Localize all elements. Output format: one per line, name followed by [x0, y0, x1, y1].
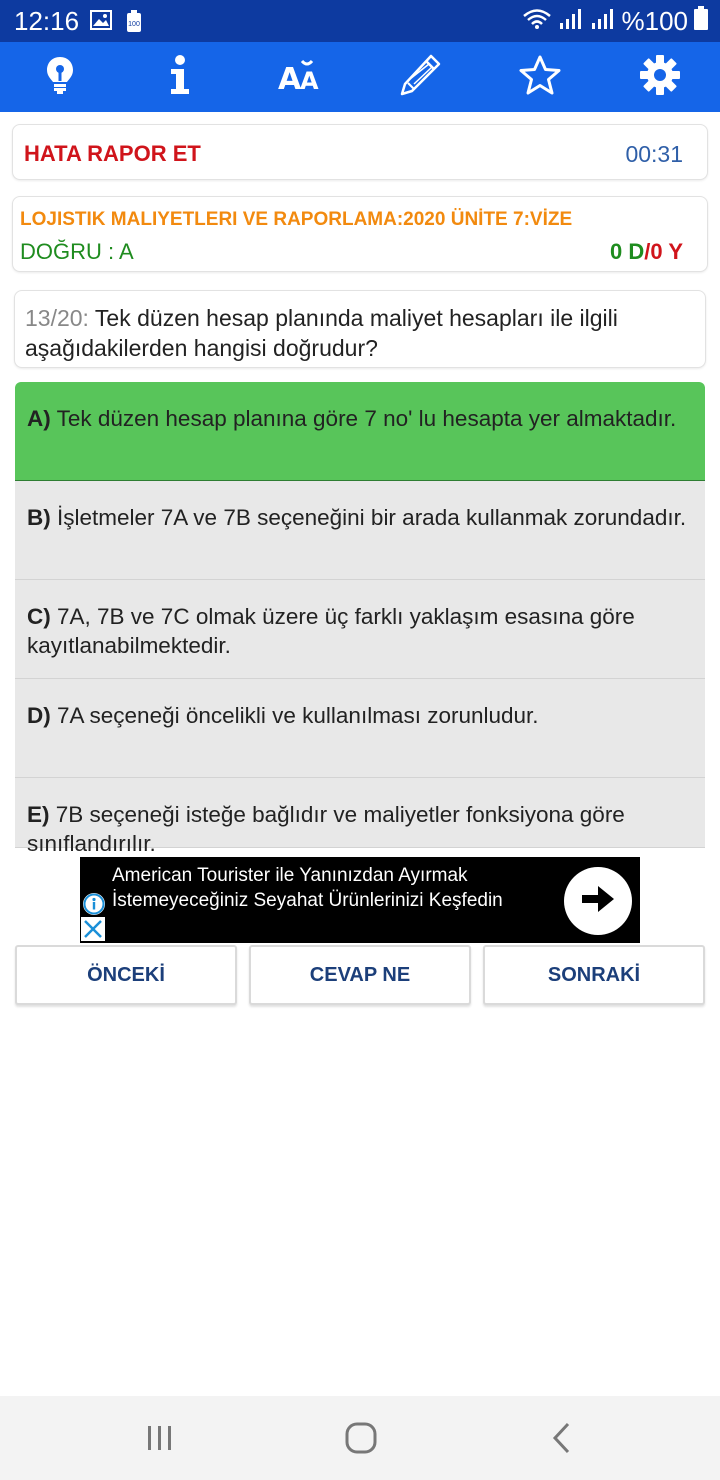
course-title: LOJISTIK MALIYETLERI VE RAPORLAMA:2020 ÜNİTE 7:VİZE	[20, 209, 573, 230]
ad-info-icon[interactable]	[83, 893, 105, 915]
option-d[interactable]	[15, 679, 705, 778]
battery-saver-icon	[126, 10, 142, 37]
report-card	[12, 124, 708, 180]
score-wrong: 0 Y	[650, 239, 683, 264]
score	[610, 239, 683, 265]
favorite-button[interactable]	[515, 52, 565, 102]
option-letter: C)	[27, 604, 51, 629]
wifi-icon	[522, 6, 552, 37]
status-right	[522, 6, 709, 37]
text-size-button[interactable]	[275, 52, 325, 102]
option-letter: A)	[27, 406, 51, 431]
system-nav-bar	[0, 1396, 720, 1480]
option-text: 7A seçeneği öncelikli ve kullanılması zorunludur.	[50, 703, 539, 728]
settings-button[interactable]	[635, 52, 685, 102]
signal-icon	[590, 6, 616, 37]
ad-arrow-button[interactable]	[564, 867, 632, 935]
svg-text:100: 100	[128, 21, 140, 28]
back-icon[interactable]	[550, 1416, 574, 1465]
option-letter: D)	[27, 703, 51, 728]
option-c[interactable]	[15, 580, 705, 679]
show-answer-button[interactable]: CEVAP NE	[249, 945, 471, 1005]
ad-close-icon[interactable]	[81, 917, 105, 941]
info-button[interactable]	[155, 52, 205, 102]
recents-icon[interactable]	[146, 1416, 174, 1465]
lightbulb-icon	[45, 55, 75, 100]
star-icon	[518, 54, 562, 101]
option-a[interactable]	[15, 382, 705, 481]
options-list	[15, 382, 705, 856]
gallery-icon	[90, 10, 112, 35]
signal-icon	[558, 6, 584, 37]
option-text: 7A, 7B ve 7C olmak üzere üç farklı yaklaşım esasına göre kayıtlanabilmektedir.	[27, 604, 635, 658]
edit-button[interactable]	[395, 52, 445, 102]
status-time: 12:16	[14, 6, 80, 36]
timer: 00:31	[625, 141, 683, 167]
svg-text:A: A	[300, 66, 319, 93]
option-text: İşletmeler 7A ve 7B seçeneğini bir arada kullanmak zorundadır.	[50, 505, 687, 530]
hint-button[interactable]	[35, 52, 85, 102]
toolbar	[0, 42, 720, 112]
question-number: 13/20:	[25, 305, 89, 331]
option-text: 7B seçeneği isteğe bağlıdır ve maliyetler fonksiyona göre sınıflandırılır.	[27, 802, 625, 856]
course-info-card	[12, 196, 708, 272]
question-card	[14, 290, 706, 368]
question-text	[25, 303, 695, 363]
battery-text: %100	[621, 6, 688, 36]
info-icon	[169, 55, 191, 100]
pencil-icon	[398, 53, 442, 102]
option-letter: E)	[27, 802, 50, 827]
question-body: Tek düzen hesap planında maliyet hesapları ile ilgili aşağıdakilerden hangisi doğrudur?	[25, 305, 618, 361]
score-correct: 0 D	[610, 239, 645, 264]
option-letter: B)	[27, 505, 51, 530]
status-bar	[0, 0, 720, 42]
report-error-button[interactable]: HATA RAPOR ET	[24, 141, 201, 166]
battery-icon	[694, 6, 708, 37]
next-button[interactable]: SONRAKİ	[483, 945, 705, 1005]
gear-icon	[639, 54, 681, 101]
correct-answer-label: DOĞRU : A	[20, 239, 134, 264]
option-text: Tek düzen hesap planına göre 7 no' lu hesapta yer almaktadır.	[50, 406, 677, 431]
svg-text:A: A	[278, 61, 302, 93]
ad-text: American Tourister ile Yanınızdan Ayırmak İstemeyeceğiniz Seyahat Ürünlerinizi Keşfedin	[112, 865, 503, 911]
score-separator: /	[644, 239, 651, 264]
option-b[interactable]	[15, 481, 705, 580]
arrow-right-icon	[580, 884, 616, 919]
home-icon[interactable]	[344, 1416, 378, 1465]
previous-button[interactable]: ÖNCEKİ	[15, 945, 237, 1005]
ad-banner[interactable]	[80, 857, 640, 943]
option-e[interactable]	[15, 778, 705, 856]
text-size-icon	[278, 57, 322, 98]
